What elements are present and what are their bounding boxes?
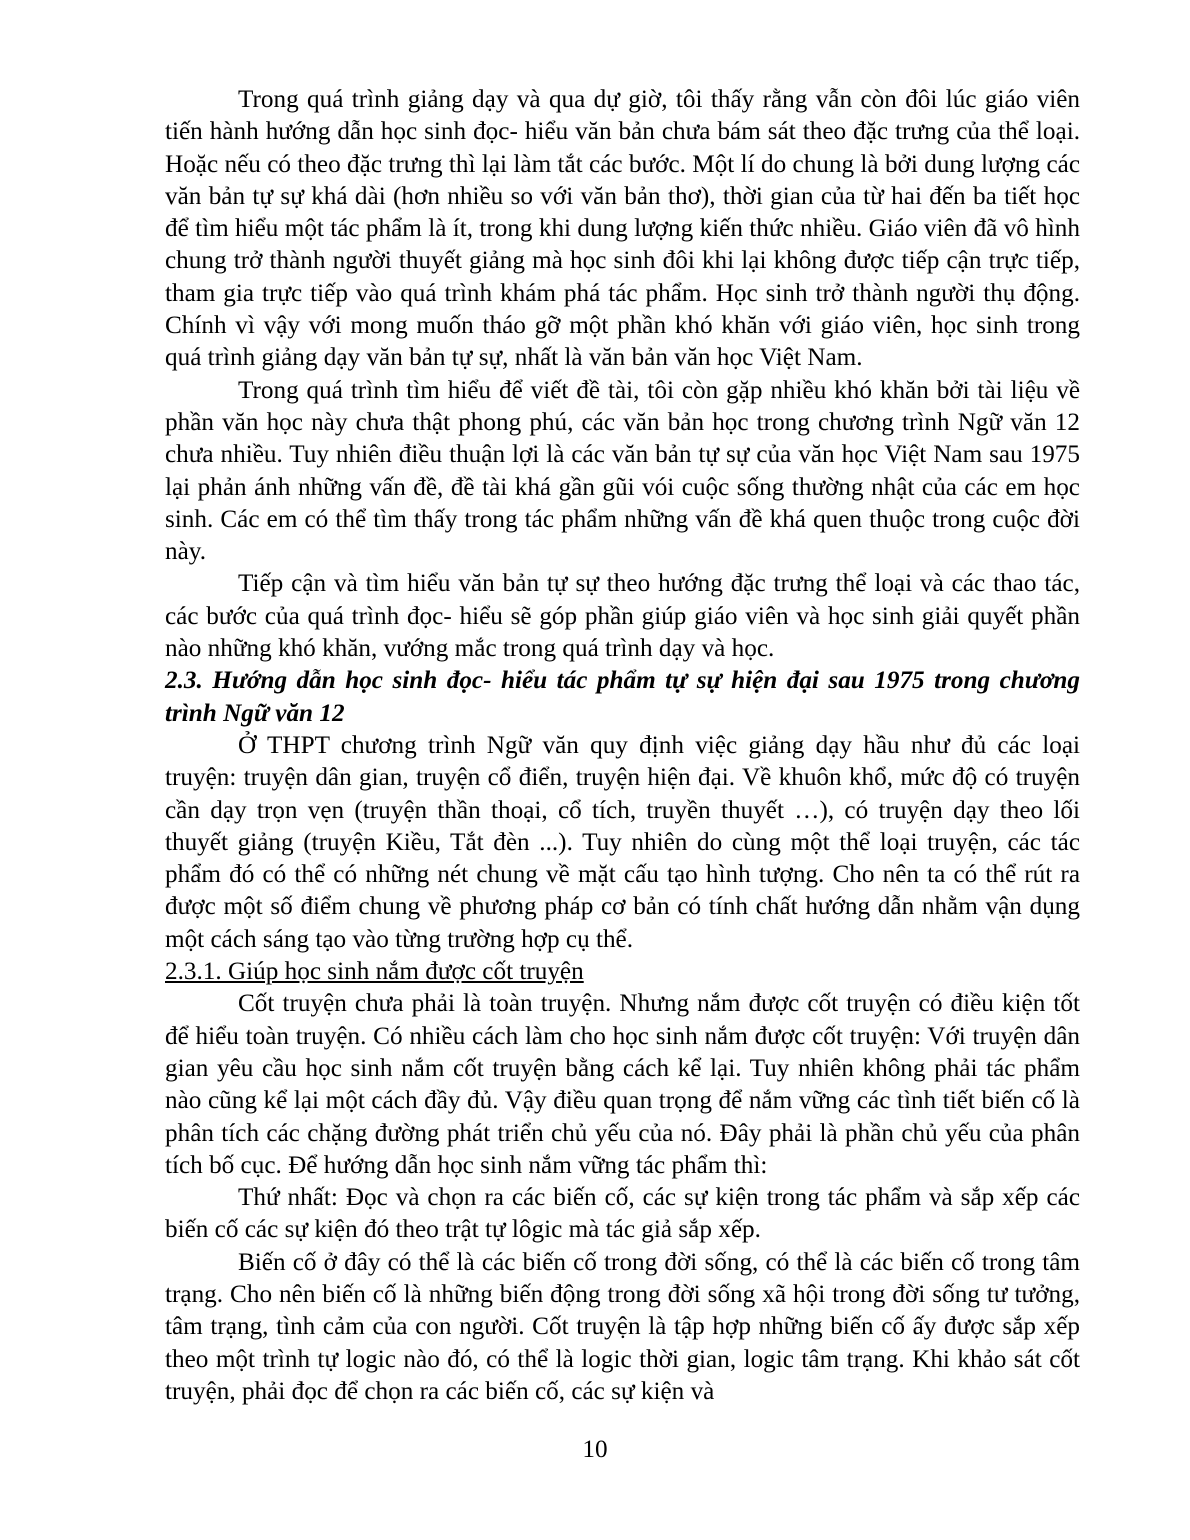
subsection-heading: 2.3.1. Giúp học sinh nắm được cốt truyện <box>165 958 584 986</box>
section-paragraph: Ở THPT chương trình Ngữ văn quy định việc giảng dạy hầu như đủ các loại truyện: truyện dân gian, truyện cổ điển, truyện hiện đại. Về khuôn khổ, mức độ có truyện cần dạy trọn vẹn (truyện thần thoại, cổ tích, truyền thuyết …), có truyện dạy theo lối thuyết giảng (truyện Kiều, Tắt đèn ...). Tuy nhiên do cùng một thể loại truyện, các tác phẩm đó có thể có những nét chung về mặt cấu tạo hình tượng. Cho nên ta có thể rút ra được một số điểm chung về phương pháp cơ bản có tính chất hướng dẫn nhằm vận dụng một cách sáng tạo vào từng trường hợp cụ thể. <box>165 731 1080 953</box>
document-body <box>165 84 1080 1408</box>
paragraph-intro-3: Tiếp cận và tìm hiểu văn bản tự sự theo hướng đặc trưng thể loại và các thao tác, các bước của quá trình đọc- hiểu sẽ góp phần giúp giáo viên và học sinh giải quyết phần nào những khó khăn, vướng mắc trong quá trình dạy và học. <box>165 570 1080 663</box>
subsection-paragraph-1: Cốt truyện chưa phải là toàn truyện. Nhưng nắm được cốt truyện có điều kiện tốt để hiểu toàn truyện. Có nhiều cách làm cho học sinh nắm được cốt truyện: Với truyện dân gian yêu cầu học sinh nắm cốt truyện bằng cách kể lại. Tuy nhiên không phải tác phẩm nào cũng kể lại một cách đầy đủ. Vậy điều quan trọng để nắm vững các tình tiết biến cố là phân tích các chặng đường phát triển chủ yếu của nó. Đây phải là phần chủ yếu của phân tích bố cục. Để hướng dẫn học sinh nắm vững tác phẩm thì: <box>165 990 1080 1179</box>
subsection-paragraph-3: Biến cố ở đây có thể là các biến cố trong đời sống, có thể là các biến cố trong tâm trạng. Cho nên biến cố là những biến động trong đời sống xã hội trong đời sống tư tưởng, tâm trạng, tình cảm của con người. Cốt truyện là tập hợp những biến cố ấy được sắp xếp theo một trình tự logic nào đó, có thể là logic thời gian, logic tâm trạng. Khi khảo sát cốt truyện, phải đọc để chọn ra các biến cố, các sự kiện và <box>165 1248 1080 1405</box>
paragraph-intro-1: Trong quá trình giảng dạy và qua dự giờ, tôi thấy rằng vẫn còn đôi lúc giáo viên tiến hành hướng dẫn học sinh đọc- hiểu văn bản chưa bám sát theo đặc trưng của thể loại. Hoặc nếu có theo đặc trưng thì lại làm tắt các bước. Một lí do chung là bởi dung lượng các văn bản tự sự khá dài (hơn nhiều so với văn bản thơ), thời gian của từ hai đến ba tiết học để tìm hiểu một tác phẩm là ít, trong khi dung lượng kiến thức nhiều. Giáo viên đã vô hình chung trở thành người thuyết giảng mà học sinh đôi khi lại không được tiếp cận trực tiếp, tham gia trực tiếp vào quá trình khám phá tác phẩm. Học sinh trở thành người thụ động. Chính vì vậy với mong muốn tháo gỡ một phần khó khăn với giáo viên, học sinh trong quá trình giảng dạy văn bản tự sự, nhất là văn bản văn học Việt Nam. <box>165 86 1080 372</box>
subsection-paragraph-2: Thứ nhất: Đọc và chọn ra các biến cố, các sự kiện trong tác phẩm và sắp xếp các biến cố các sự kiện đó theo trật tự lôgic mà tác giả sắp xếp. <box>165 1184 1080 1244</box>
page-number: 10 <box>582 1436 608 1463</box>
section-heading: 2.3. Hướng dẫn học sinh đọc- hiểu tác phẩm tự sự hiện đại sau 1975 trong chương trình Ngữ văn 12 <box>165 667 1080 727</box>
paragraph-intro-2: Trong quá trình tìm hiểu để viết đề tài, tôi còn gặp nhiều khó khăn bởi tài liệu về phần văn học này chưa thật phong phú, các văn bản học trong chương trình Ngữ văn 12 chưa nhiều. Tuy nhiên điều thuận lợi là các văn bản tự sự của văn học Việt Nam sau 1975 lại phản ánh những vấn đề, đề tài khá gần gũi vói cuộc sống thường nhật của các em học sinh. Các em có thể tìm thấy trong tác phẩm những vấn đề khá quen thuộc trong cuộc đời này. <box>165 376 1080 566</box>
